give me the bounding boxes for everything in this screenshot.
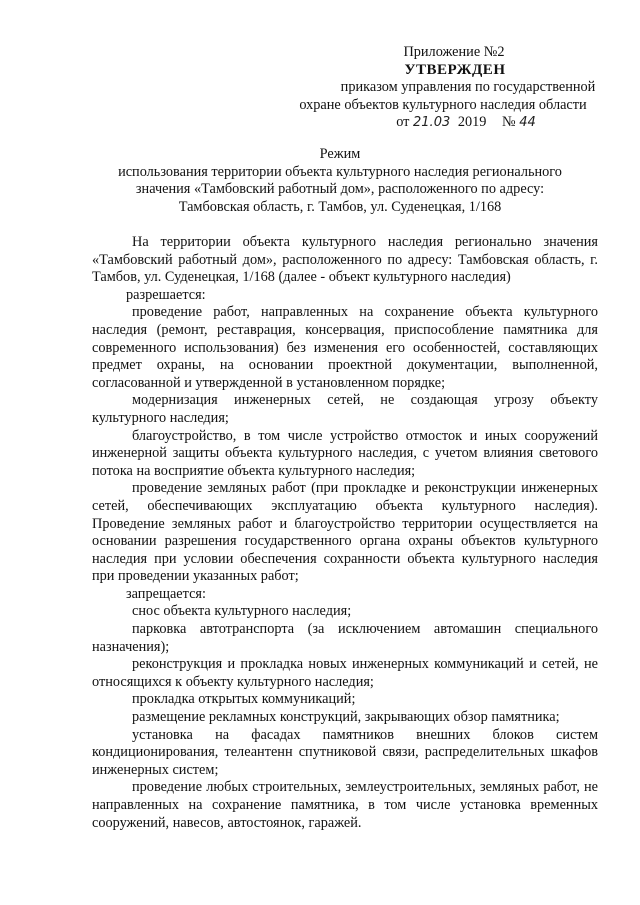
forbidden-item: проведение любых строительных, землеустроительных, земляных работ, не направленных на сохранение памятника, в том числе установка временных сооружений, навесов, автостоянок, гаражей. xyxy=(92,779,598,831)
allowed-item: проведение земляных работ (при прокладке и реконструкции инженерных сетей, обеспечивающих эксплуатацию объекта культурного наследия). Проведение земляных работ и благоустройство территории осуществляется на основании разрешения государственного органа охраны объектов культурного наследия при условии обеспечения сохранности объекта культурного наследия при проведении указанных работ; xyxy=(92,480,598,585)
title-line-3: Тамбовская область, г. Тамбов, ул. Суденецкая, 1/168 xyxy=(178,198,502,215)
approval-date-line xyxy=(332,114,600,132)
appendix-number: Приложение №2 xyxy=(403,44,505,60)
title-line-2: значения «Тамбовский работный дом», расположенного по адресу: xyxy=(135,181,545,198)
title-line-1: использования территории объекта культурного наследия регионального xyxy=(118,163,562,180)
forbidden-heading: запрещается: xyxy=(126,585,206,602)
approved-stamp-text: УТВЕРЖДЕН xyxy=(404,61,506,78)
intro-paragraph: На территории объекта культурного наследия регионально значения «Тамбовский работный дом», расположенного по адресу: Тамбовская область, г. Тамбов, ул. Суденецкая, 1/168 (далее - объект культурного наследия) xyxy=(92,234,598,286)
number-prefix: № xyxy=(501,114,516,131)
allowed-item: модернизация инженерных сетей, не создающая угрозу объекту культурного наследия; xyxy=(92,392,598,426)
forbidden-item: снос объекта культурного наследия; xyxy=(132,603,352,620)
forbidden-item: парковка автотранспорта (за исключением автомашин специального назначения); xyxy=(92,621,598,655)
forbidden-item: реконструкция и прокладка новых инженерных коммуникаций и сетей, не относящихся к объекту культурного наследия; xyxy=(92,656,598,690)
allowed-heading: разрешается: xyxy=(126,286,206,303)
approval-order-line1: приказом управления по государственной xyxy=(340,79,596,96)
allowed-item: проведение работ, направленных на сохранение объекта культурного наследия (ремонт, реставрация, консервация, приспособление памятника для современного использования) без изменения его особенностей, составляющих предмет охраны, на основании проектной документации, выполненной, согласованной и утвержденной в установленном порядке; xyxy=(92,304,598,391)
forbidden-item: прокладка открытых коммуникаций; xyxy=(132,691,356,708)
date-prefix: от xyxy=(396,114,410,131)
forbidden-item: размещение рекламных конструкций, закрывающих обзор памятника; xyxy=(132,709,560,726)
approval-order-line2: охране объектов культурного наследия области xyxy=(299,96,587,113)
handwritten-number: 44 xyxy=(519,115,536,131)
allowed-item: благоустройство, в том числе устройство отмосток и иных сооружений инженерной защиты объекта культурного наследия, с учетом влияния светового потока на восприятие объекта культурного наследия; xyxy=(92,427,598,479)
document-body xyxy=(92,234,598,832)
title-heading: Режим xyxy=(319,146,361,162)
forbidden-item: установка на фасадах памятников внешних блоков систем кондиционирования, телеантенн спутниковой связи, распределительных шкафов инженерных систем; xyxy=(92,726,598,778)
approval-header xyxy=(300,44,600,132)
year: 2019 xyxy=(457,114,487,131)
document-title xyxy=(90,146,590,216)
handwritten-date: 21.03 xyxy=(413,115,451,131)
